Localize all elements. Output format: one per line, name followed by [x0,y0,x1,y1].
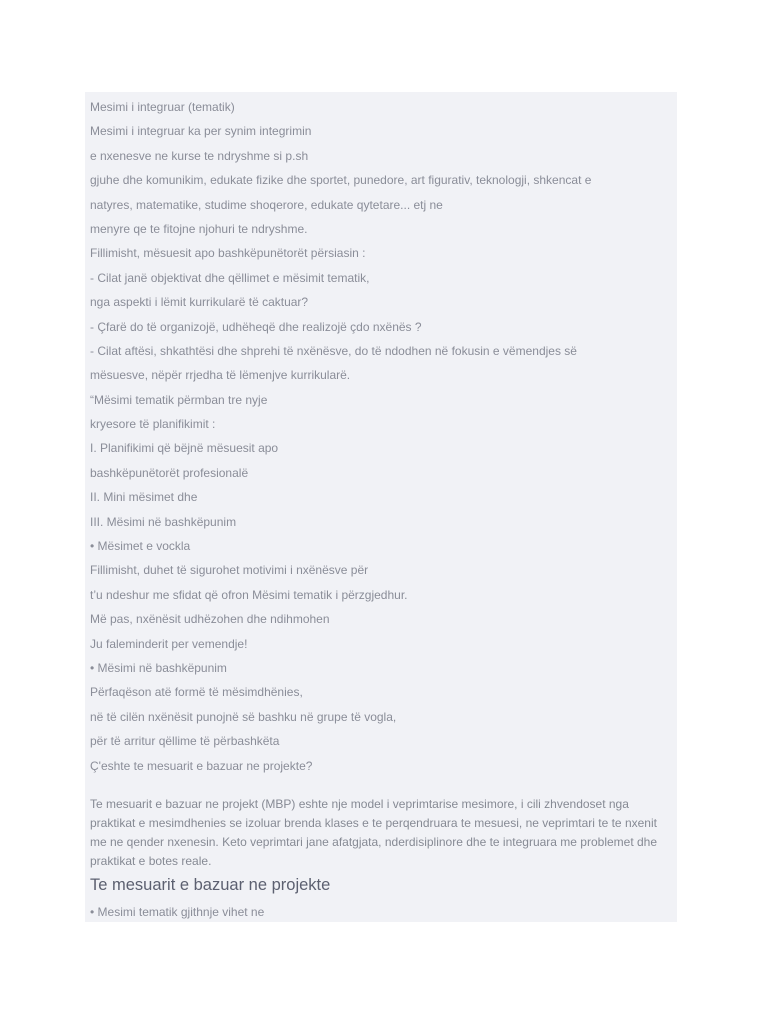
text-line: e nxenesve ne kurse te ndryshme si p.sh [90,148,309,163]
text-line: Mesimi i integruar (tematik) [90,100,235,114]
text-line: Fillimisht, mësuesit apo bashkëpunëtorët përsiasin : [90,246,366,261]
text-line: Ju faleminderit per vemendje! [90,636,248,651]
text-line: • Mësimet e vockla [90,539,191,554]
section-heading: Te mesuarit e bazuar ne projekte [90,876,331,894]
text-line: natyres, matematike, studime shoqerore, edukate qytetare... etj ne [90,197,443,212]
text-line: t’u ndeshur me sfidat që ofron Mësimi tematik i përzgjedhur. [90,587,408,602]
text-line: nga aspekti i lëmit kurrikularë të caktuar? [90,295,309,310]
text-line: - Çfarë do të organizojë, udhëheqë dhe realizojë çdo nxënës ? [90,319,422,334]
text-line: Ç'eshte te mesuarit e bazuar ne projekte? [90,758,313,773]
text-line: Më pas, nxënësit udhëzohen dhe ndihmohen [90,612,330,627]
text-line: mësuesve, nëpër rrjedha të lëmenjve kurrikularë. [90,368,351,383]
text-line: • Mësimi në bashkëpunim [90,660,227,675]
text-line: Mesimi i integruar ka per synim integrimin [90,124,312,139]
text-line: Përfaqëson atë formë të mësimdhënies, [90,685,303,700]
text-line: - Cilat janë objektivat dhe qëllimet e mësimit tematik, [90,270,370,285]
text-line: kryesore të planifikimit : [90,417,216,432]
text-line: II. Mini mësimet dhe [90,490,198,505]
document-page [85,92,677,922]
text-lines [90,95,674,778]
text-line: gjuhe dhe komunikim, edukate fizike dhe sportet, punedore, art figurativ, teknologji, shkencat e [90,173,592,188]
text-line: - Cilat aftësi, shkathtësi dhe shprehi të nxënësve, do të ndodhen në fokusin e vëmendjes së [90,343,577,358]
text-line: në të cilën nxënësit punojnë së bashku në grupe të vogla, [90,709,397,724]
text-line: për të arritur qëllime të përbashkëta [90,734,280,749]
text-line: menyre qe te fitojne njohuri te ndryshme. [90,221,308,236]
body-paragraph: Te mesuarit e bazuar ne projekt (MBP) eshte nje model i veprimtarise mesimore, i cili zhvendoset nga praktikat e mesimdhenies se izoluar brenda klases e te perqendruara te mesuesi, ne veprimtari te te nxenit me ne qender nxenesin. Keto veprimtari jane afatgjata, nderdisiplinore dhe te integruara me problemet dhe praktikat e botes reale. [90,797,658,868]
text-line: I. Planifikimi që bëjnë mësuesit apo [90,441,279,456]
text-line: III. Mësimi në bashkëpunim [90,514,237,529]
text-line: bashkëpunëtorët profesionalë [90,465,249,480]
bullet-line: • Mesimi tematik gjithnje vihet ne [90,905,265,919]
text-line: “Mësimi tematik përmban tre nyje [90,392,268,407]
text-line: Fillimisht, duhet të sigurohet motivimi i nxënësve për [90,563,369,578]
